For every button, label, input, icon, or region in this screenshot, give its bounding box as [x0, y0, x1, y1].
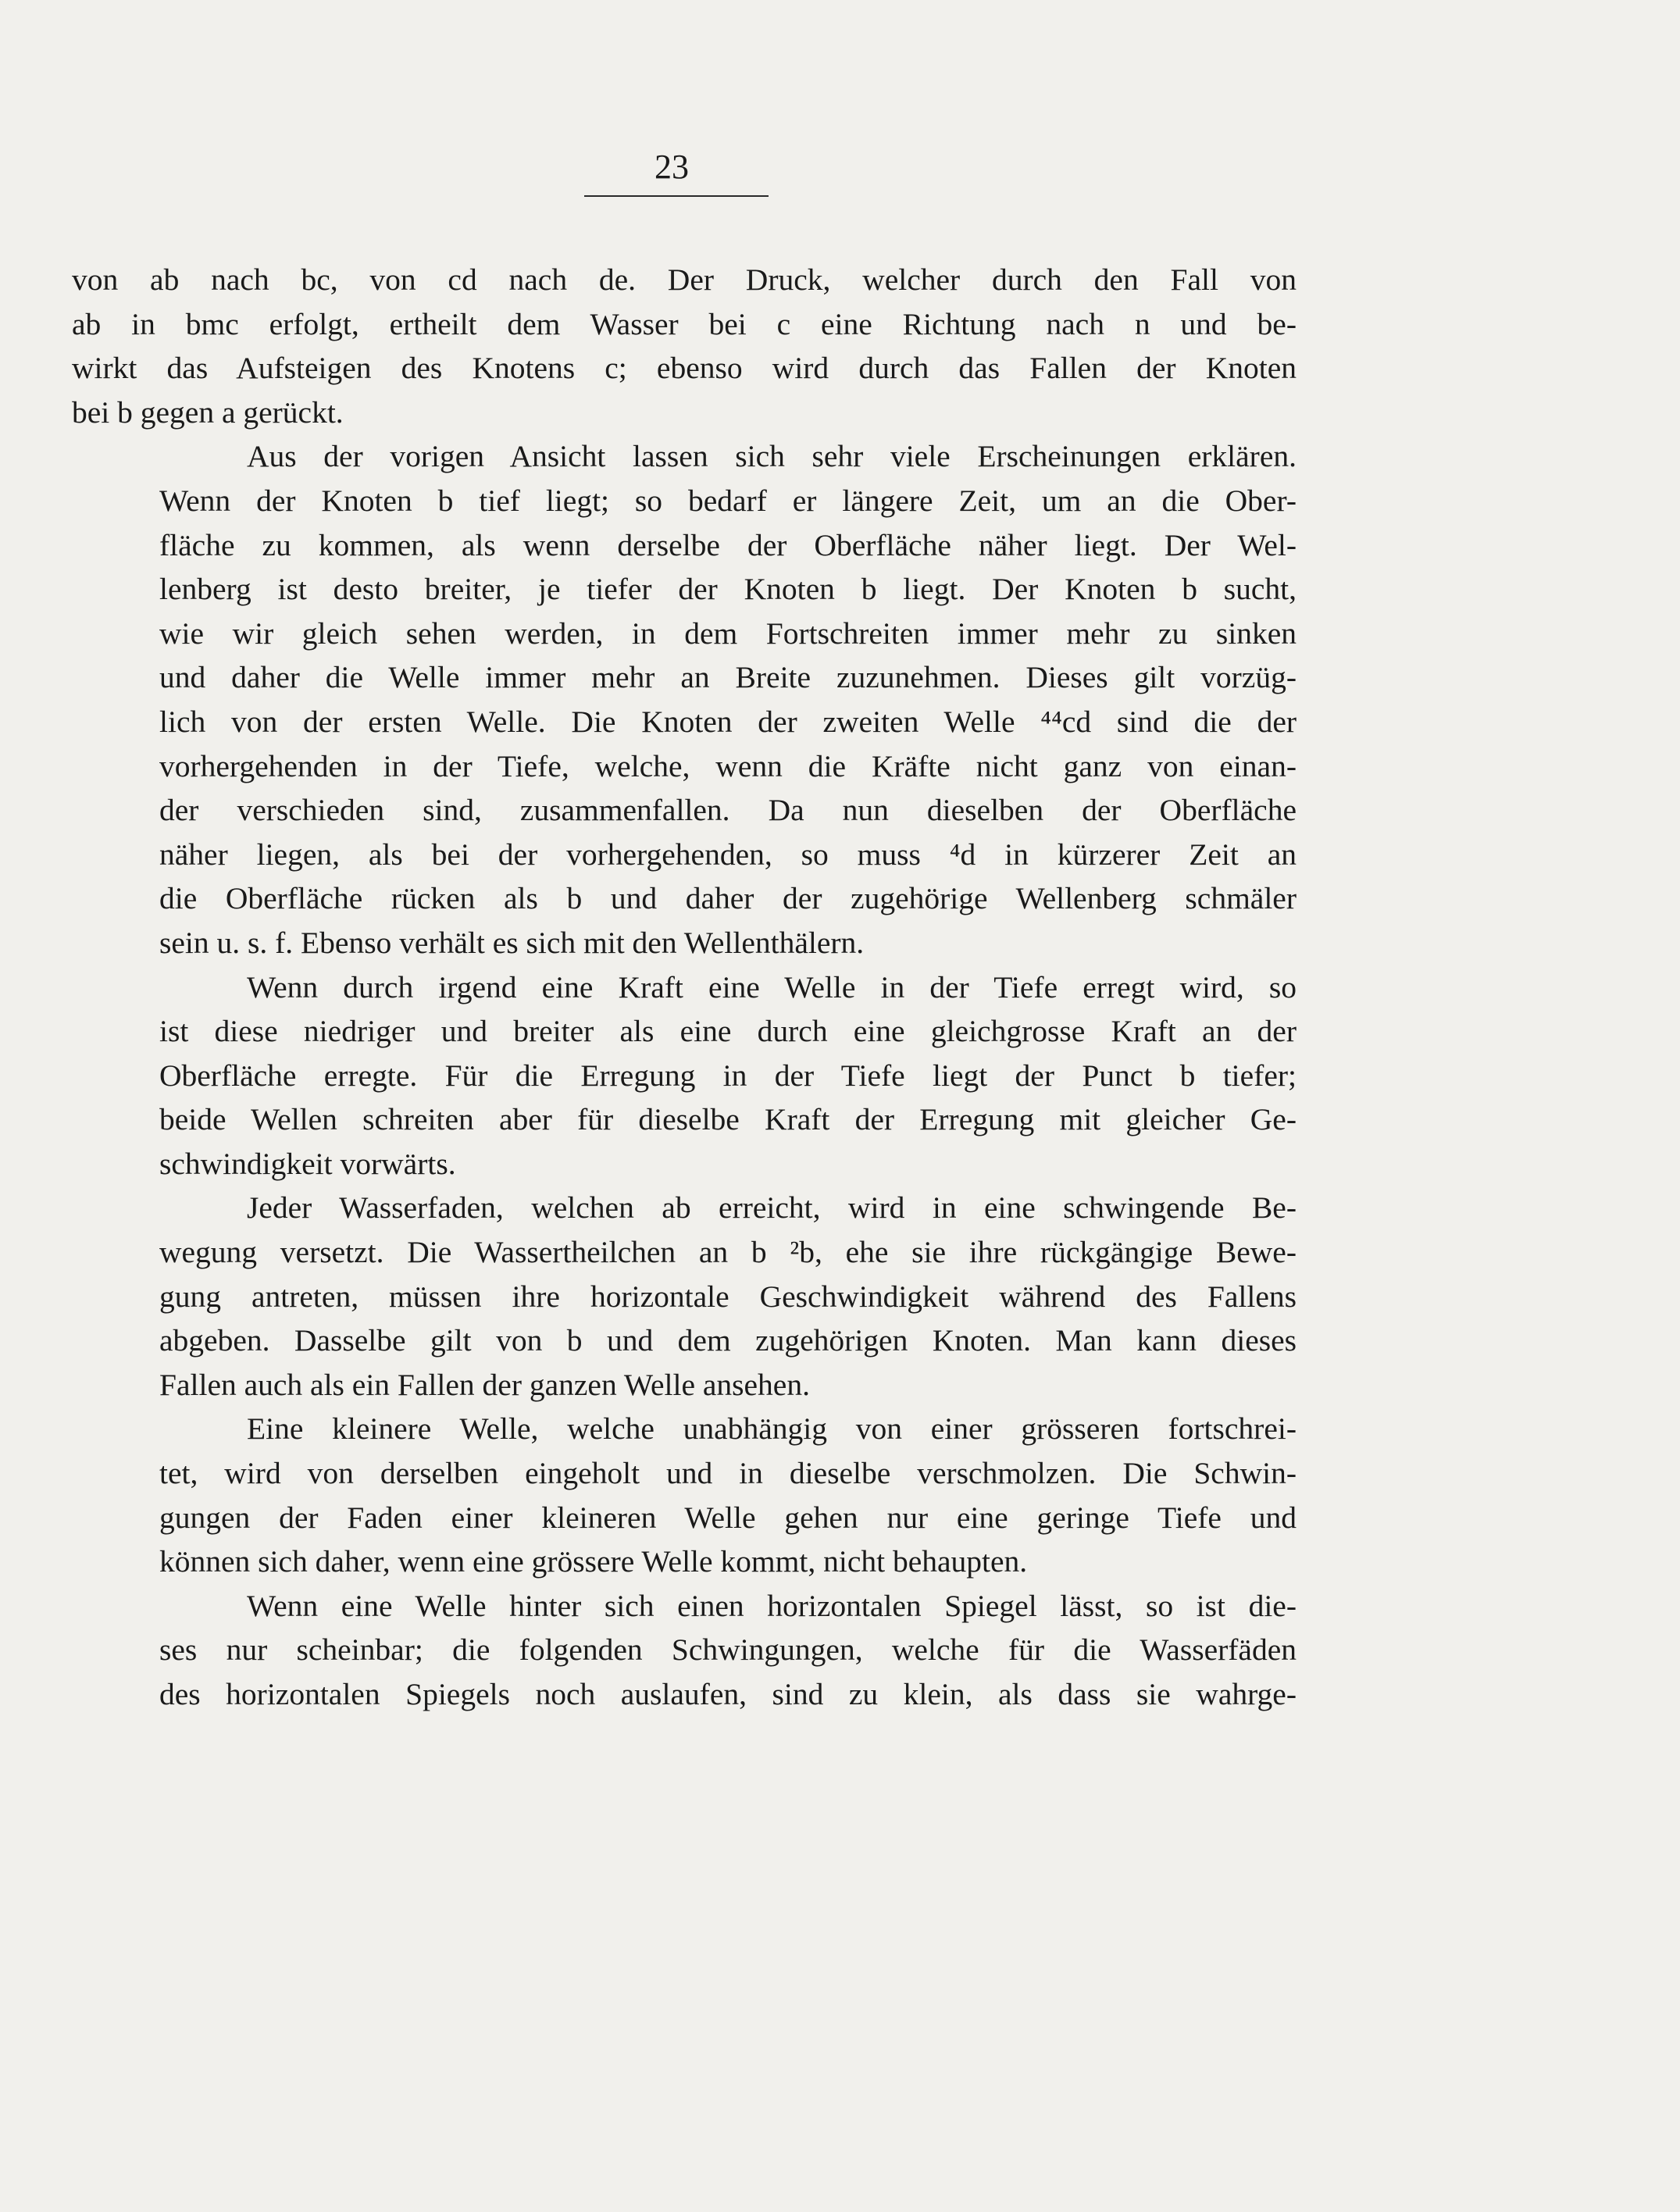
paragraph-2	[72, 434, 1297, 965]
text-line: vorhergehenden in der Tiefe, welche, wenn die Kräfte nicht ganz von einan-	[159, 748, 1297, 783]
text-line: Wenn der Knoten b tief liegt; so bedarf er längere Zeit, um an die Ober-	[159, 483, 1297, 518]
text-line: wie wir gleich sehen werden, in dem Fortschreiten immer mehr zu sinken	[159, 615, 1297, 651]
text-line: ses nur scheinbar; die folgenden Schwingungen, welche für die Wasserfäden	[159, 1632, 1297, 1668]
text-line: können sich daher, wenn eine grössere Welle kommt, nicht behaupten.	[159, 1544, 1028, 1579]
text-line: lenberg ist desto breiter, je tiefer der Knoten b liegt. Der Knoten b sucht,	[159, 572, 1297, 607]
text-line: gungen der Faden einer kleineren Welle gehen nur eine geringe Tiefe und	[159, 1500, 1297, 1535]
text-line: und daher die Welle immer mehr an Breite zuzunehmen. Dieses gilt vorzüg-	[159, 660, 1297, 695]
paragraph-3	[72, 965, 1297, 1186]
text-line: abgeben. Dasselbe gilt von b und dem zugehörigen Knoten. Man kann dieses	[159, 1323, 1297, 1358]
text-line: Fallen auch als ein Fallen der ganzen Welle ansehen.	[159, 1367, 810, 1402]
text-line: näher liegen, als bei der vorhergehenden, so muss ⁴d in kürzerer Zeit an	[159, 837, 1297, 872]
text-line: Eine kleinere Welle, welche unabhängig von einer grösseren fortschrei-	[247, 1411, 1297, 1447]
text-line: wirkt das Aufsteigen des Knotens c; ebenso wird durch das Fallen der Knoten	[72, 351, 1297, 386]
paragraph-5	[72, 1407, 1297, 1583]
text-line: Aus der vorigen Ansicht lassen sich sehr viele Erscheinungen erklären.	[247, 439, 1297, 474]
text-line: Wenn eine Welle hinter sich einen horizontalen Spiegel lässt, so ist die-	[247, 1588, 1297, 1623]
text-line: des horizontalen Spiegels noch auslaufen, sind zu klein, als dass sie wahrge-	[159, 1677, 1297, 1711]
paragraph-6	[72, 1584, 1297, 1717]
text-line: Jeder Wasserfaden, welchen ab erreicht, wird in eine schwingende Be-	[247, 1190, 1297, 1226]
text-line: bei b gegen a gerückt.	[72, 394, 344, 430]
text-line: von ab nach bc, von cd nach de. Der Druck, welcher durch den Fall von	[72, 262, 1297, 297]
text-line: wegung versetzt. Die Wassertheilchen an b ²b, ehe sie ihre rückgängige Bewe-	[159, 1235, 1297, 1270]
body-text	[72, 258, 1297, 1717]
paragraph-1	[72, 258, 1297, 434]
text-line: beide Wellen schreiten aber für dieselbe Kraft der Erregung mit gleicher Ge-	[159, 1102, 1297, 1137]
text-line: lich von der ersten Welle. Die Knoten der zweiten Welle ⁴⁴cd sind die der	[159, 704, 1297, 739]
text-line: die Oberfläche rücken als b und daher der zugehörige Wellenberg schmäler	[159, 881, 1297, 916]
paragraph-4	[72, 1186, 1297, 1407]
text-line: Wenn durch irgend eine Kraft eine Welle in der Tiefe erregt wird, so	[247, 969, 1297, 1004]
text-line: gung antreten, müssen ihre horizontale Geschwindigkeit während des Fallens	[159, 1279, 1297, 1314]
text-line: ist diese niedriger und breiter als eine durch eine gleichgrosse Kraft an der	[159, 1014, 1297, 1049]
header-rule	[584, 195, 769, 197]
page-number: 23	[655, 148, 689, 186]
text-line: sein u. s. f. Ebenso verhält es sich mit den Wellenthälern.	[159, 925, 865, 960]
text-line: ab in bmc erfolgt, ertheilt dem Wasser bei c eine Richtung nach n und be-	[72, 306, 1297, 341]
text-line: tet, wird von derselben eingeholt und in dieselbe verschmolzen. Die Schwin-	[159, 1456, 1297, 1491]
text-line: der verschieden sind, zusammenfallen. Da nun dieselben der Oberfläche	[159, 793, 1297, 828]
text-line: Oberfläche erregte. Für die Erregung in der Tiefe liegt der Punct b tiefer;	[159, 1058, 1297, 1093]
text-line: fläche zu kommen, als wenn derselbe der Oberfläche näher liegt. Der Wel-	[159, 527, 1297, 562]
text-line: schwindigkeit vorwärts.	[159, 1146, 456, 1181]
